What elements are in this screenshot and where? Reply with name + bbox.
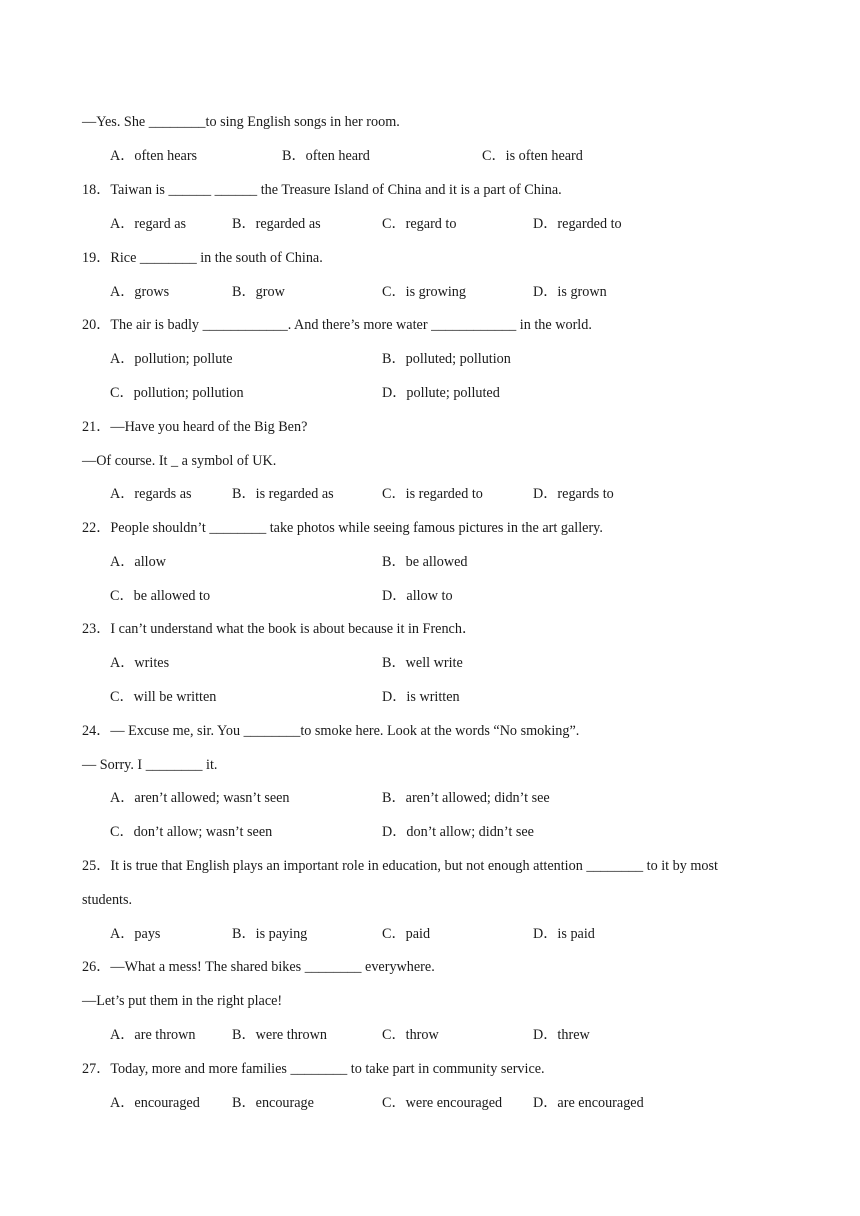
option-18-d[interactable]: D．regarded to	[533, 216, 622, 232]
option-24-d[interactable]: D．don’t allow; didn’t see	[382, 824, 534, 840]
option-26-c[interactable]: C．throw	[382, 1027, 439, 1043]
option-17-b[interactable]: B．often heard	[282, 148, 370, 164]
option-24-b[interactable]: B．aren’t allowed; didn’t see	[382, 790, 550, 806]
option-27-b[interactable]: B．encourage	[232, 1095, 314, 1111]
option-20-c[interactable]: C．pollution; pollution	[110, 385, 244, 401]
option-23-b[interactable]: B．well write	[382, 655, 463, 671]
option-22-a[interactable]: A．allow	[110, 554, 166, 570]
option-22-b[interactable]: B．be allowed	[382, 554, 468, 570]
option-27-c[interactable]: C．were encouraged	[382, 1095, 503, 1111]
option-21-d[interactable]: D．regards to	[533, 486, 614, 502]
option-23-a[interactable]: A．writes	[110, 655, 170, 671]
option-26-d[interactable]: D．threw	[533, 1027, 590, 1043]
option-25-c[interactable]: C．paid	[382, 926, 431, 942]
option-20-d[interactable]: D．pollute; polluted	[382, 385, 500, 401]
option-25-a[interactable]: A．pays	[110, 926, 161, 942]
question-18: 18．Taiwan is ______ ______ the Treasure Island of China and it is a part of China.	[82, 182, 562, 198]
question-25-continued: students.	[82, 892, 133, 908]
question-26-response: —Let’s put them in the right place!	[82, 993, 283, 1009]
option-19-c[interactable]: C．is growing	[382, 284, 466, 300]
question-19: 19．Rice ________ in the south of China.	[82, 250, 323, 266]
question-24: 24．— Excuse me, sir. You ________to smoke here. Look at the words “No smoking”.	[82, 723, 580, 739]
option-21-b[interactable]: B．is regarded as	[232, 486, 334, 502]
question-17-answer-line: —Yes. She ________to sing English songs in her room.	[82, 114, 400, 130]
option-18-c[interactable]: C．regard to	[382, 216, 457, 232]
option-21-c[interactable]: C．is regarded to	[382, 486, 483, 502]
option-27-a[interactable]: A．encouraged	[110, 1095, 200, 1111]
option-27-d[interactable]: D．are encouraged	[533, 1095, 644, 1111]
option-23-c[interactable]: C．will be written	[110, 689, 217, 705]
option-26-a[interactable]: A．are thrown	[110, 1027, 196, 1043]
option-20-a[interactable]: A．pollution; pollute	[110, 351, 233, 367]
option-22-d[interactable]: D．allow to	[382, 588, 453, 604]
option-25-d[interactable]: D．is paid	[533, 926, 595, 942]
option-19-a[interactable]: A．grows	[110, 284, 170, 300]
option-19-d[interactable]: D．is grown	[533, 284, 607, 300]
question-21-response: —Of course. It _ a symbol of UK.	[82, 453, 277, 469]
question-23: 23．I can’t understand what the book is about because it in French．	[82, 621, 477, 637]
option-18-a[interactable]: A．regard as	[110, 216, 187, 232]
option-23-d[interactable]: D．is written	[382, 689, 460, 705]
option-18-b[interactable]: B．regarded as	[232, 216, 321, 232]
option-24-c[interactable]: C．don’t allow; wasn’t seen	[110, 824, 273, 840]
question-20: 20．The air is badly ____________. And there’s more water ____________ in the world.	[82, 317, 592, 333]
question-26: 26．—What a mess! The shared bikes ________ everywhere.	[82, 959, 435, 975]
question-22: 22．People shouldn’t ________ take photos while seeing famous pictures in the art gallery.	[82, 520, 603, 536]
option-17-a[interactable]: A．often hears	[110, 148, 198, 164]
option-20-b[interactable]: B．polluted; pollution	[382, 351, 511, 367]
question-24-response: — Sorry. I ________ it.	[82, 757, 218, 773]
question-27: 27．Today, more and more families ________ to take part in community service.	[82, 1061, 545, 1077]
option-24-a[interactable]: A．aren’t allowed; wasn’t seen	[110, 790, 290, 806]
option-25-b[interactable]: B．is paying	[232, 926, 308, 942]
question-25: 25．It is true that English plays an important role in education, but not enough attention ________ to it by most	[82, 858, 718, 874]
option-19-b[interactable]: B．grow	[232, 284, 285, 300]
option-21-a[interactable]: A．regards as	[110, 486, 192, 502]
question-21: 21．—Have you heard of the Big Ben?	[82, 419, 308, 435]
option-17-c[interactable]: C．is often heard	[482, 148, 583, 164]
option-22-c[interactable]: C．be allowed to	[110, 588, 211, 604]
option-26-b[interactable]: B．were thrown	[232, 1027, 327, 1043]
